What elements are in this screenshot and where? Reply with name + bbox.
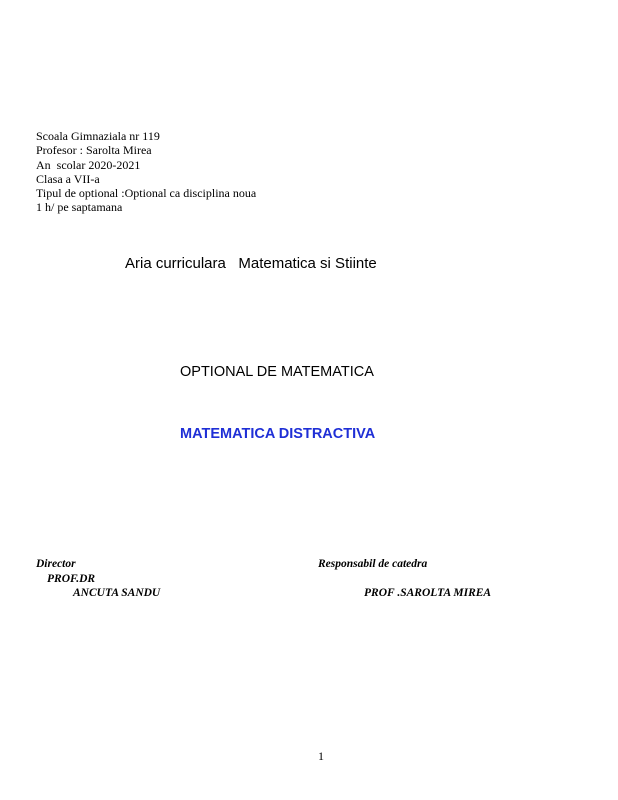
department-head-name: PROF .SAROLTA MIREA bbox=[364, 587, 492, 599]
class-line: Clasa a VII-a bbox=[36, 171, 100, 186]
school-year-line: An scolar 2020-2021 bbox=[36, 157, 141, 172]
teacher-line: Profesor : Sarolta Mirea bbox=[36, 143, 152, 158]
school-info-block bbox=[36, 129, 256, 215]
director-label: Director bbox=[36, 558, 76, 570]
course-title: MATEMATICA DISTRACTIVA bbox=[180, 426, 376, 442]
school-name: Scoala Gimnaziala nr 119 bbox=[36, 129, 160, 143]
department-head-label: Responsabil de catedra bbox=[318, 558, 428, 570]
optional-title: OPTIONAL DE MATEMATICA bbox=[180, 364, 374, 380]
director-title: PROF.DR bbox=[47, 573, 96, 585]
hours-line: 1 h/ pe saptamana bbox=[36, 200, 123, 215]
director-name: ANCUTA SANDU bbox=[73, 587, 161, 599]
curricular-area-heading: Aria curriculara Matematica si Stiinte bbox=[125, 255, 377, 272]
optional-type-line: Tipul de optional :Optional ca disciplina noua bbox=[36, 186, 257, 201]
page-number: 1 bbox=[318, 749, 324, 763]
